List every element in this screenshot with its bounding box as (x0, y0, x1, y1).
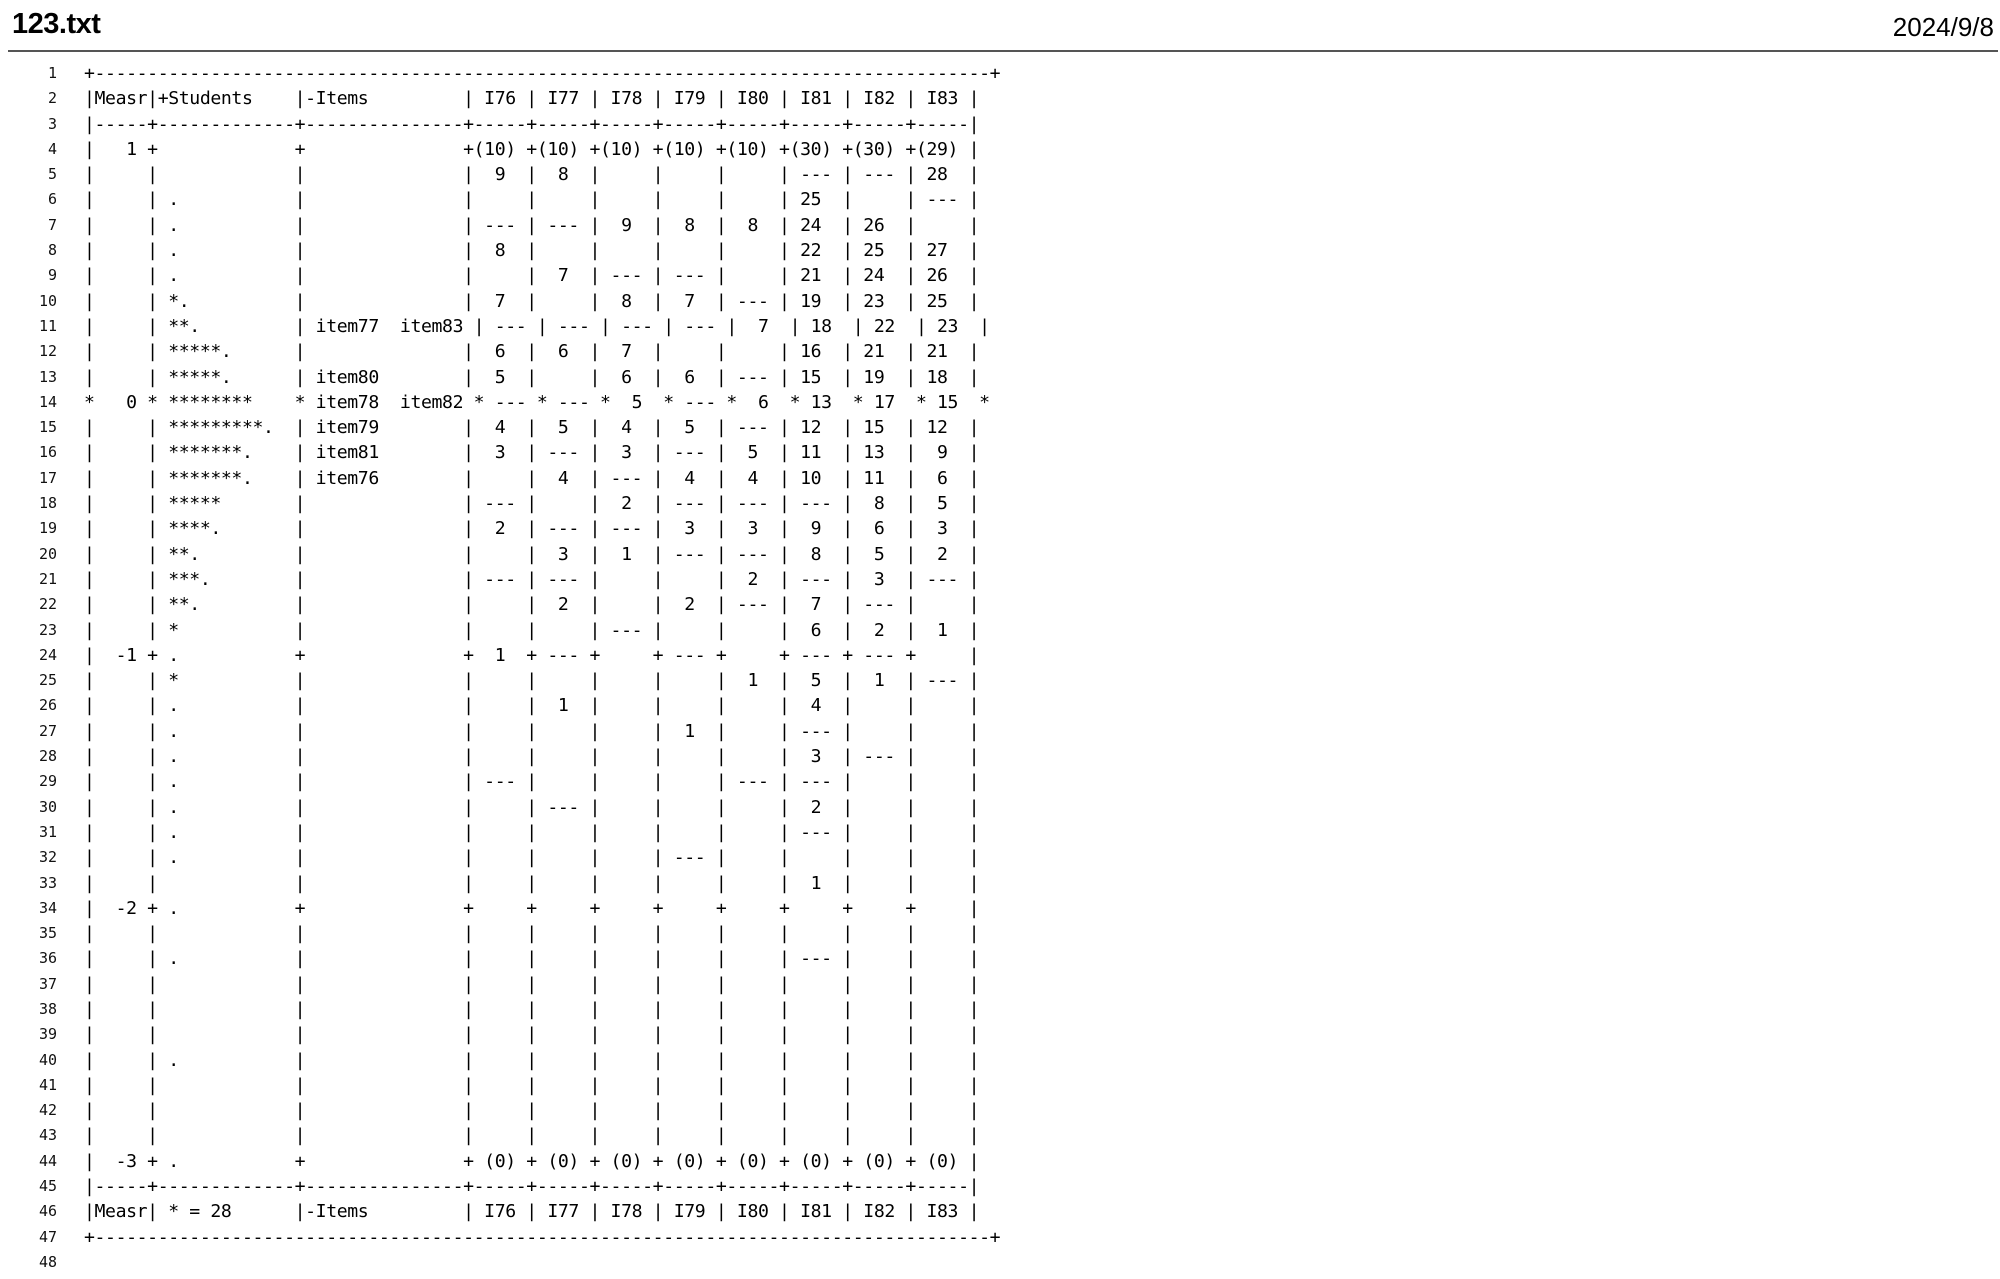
line-text: | | . | | | | | | | | | | (84, 1049, 980, 1071)
line-number: 31 (38, 822, 57, 841)
line-text: | | | | | | | | | | | | (84, 1024, 980, 1046)
line-text: | | | | | | | | | | | | (84, 923, 980, 945)
line-number: 28 (38, 747, 57, 766)
text-line (0, 1250, 1100, 1275)
line-number: 14 (38, 392, 57, 411)
line-text: |Measr|+Students |-Items | I76 | I77 | I78 | I79 | I80 | I81 | I82 | I83 | (84, 88, 980, 110)
line-text: | | . | | | | | 1 | | --- | | | (84, 720, 980, 742)
line-number: 18 (38, 494, 57, 513)
text-line (0, 516, 1100, 541)
line-number: 19 (38, 519, 57, 538)
text-line (0, 213, 1100, 238)
line-text: | | | | | | | | | | | | (84, 1125, 980, 1147)
text-line (0, 415, 1100, 440)
line-number: 43 (38, 1126, 57, 1145)
text-line (0, 946, 1100, 971)
line-number: 16 (38, 443, 57, 462)
line-text: | | *******. | item81 | 3 | --- | 3 | --- | 5 | 11 | 13 | 9 | (84, 442, 980, 464)
line-text: | | **. | | | 2 | | 2 | --- | 7 | --- | | (84, 594, 980, 616)
line-text: | | . | | | | | --- | | | | | (84, 847, 980, 869)
text-line (0, 187, 1100, 212)
line-text: | | *. | | 7 | | 8 | 7 | --- | 19 | 23 | 25 | (84, 290, 980, 312)
line-text: | | ****. | | 2 | --- | --- | 3 | 3 | 9 | 6 | 3 | (84, 518, 980, 540)
line-number: 10 (38, 291, 57, 310)
line-number: 22 (38, 595, 57, 614)
text-line (0, 112, 1100, 137)
line-number: 11 (38, 316, 57, 335)
line-text: | -3 + . + + (0) + (0) + (0) + (0) + (0) + (0) + (0) + (0) | (84, 1150, 980, 1172)
line-text: | | . | | | 1 | | | | 4 | | | (84, 695, 980, 717)
text-line (0, 1174, 1100, 1199)
line-text: | | . | | | | | | | --- | | | (84, 948, 980, 970)
text-line (0, 1225, 1100, 1250)
text-line (0, 618, 1100, 643)
line-text: | | | | | | | | | 1 | | | (84, 872, 980, 894)
line-number: 2 (47, 89, 57, 108)
line-text: | | | | | | | | | | | | (84, 1100, 980, 1122)
line-text: | | **. | | | 3 | 1 | --- | --- | 8 | 5 | 2 | (84, 543, 980, 565)
line-text: | | *****. | item80 | 5 | | 6 | 6 | --- | 15 | 19 | 18 | (84, 366, 980, 388)
line-number: 17 (38, 468, 57, 487)
line-text: | | | | | | | | | | | | (84, 998, 980, 1020)
text-line (0, 896, 1100, 921)
line-number: 34 (38, 898, 57, 917)
line-number: 27 (38, 721, 57, 740)
line-number: 3 (47, 114, 57, 133)
text-line (0, 1098, 1100, 1123)
text-line (0, 238, 1100, 263)
line-number: 35 (38, 924, 57, 943)
text-line (0, 997, 1100, 1022)
line-number: 21 (38, 569, 57, 588)
line-number: 1 (47, 64, 57, 82)
line-text: | | *********. | item79 | 4 | 5 | 4 | 5 | --- | 12 | 15 | 12 | (84, 417, 980, 439)
line-text: | | ***** | | --- | | 2 | --- | --- | --- | 8 | 5 | (84, 493, 980, 515)
line-text: | | . | | --- | --- | 9 | 8 | 8 | 24 | 26 | | (84, 214, 980, 236)
line-number: 26 (38, 696, 57, 715)
line-text: | | * | | | | | | 1 | 5 | 1 | --- | (84, 670, 980, 692)
text-line (0, 643, 1100, 668)
text-line (0, 86, 1100, 111)
line-number: 24 (38, 645, 57, 664)
file-title: 123.txt (12, 8, 101, 40)
line-text: |Measr| * = 28 |-Items | I76 | I77 | I78 | I79 | I80 | I81 | I82 | I83 | (84, 1201, 980, 1223)
line-text: | | . | | | | | | | 25 | | --- | (84, 189, 980, 211)
line-number: 44 (38, 1151, 57, 1170)
line-number: 29 (38, 772, 57, 791)
line-number: 12 (38, 342, 57, 361)
line-text: | -1 + . + + 1 + --- + + --- + + --- + --- + | (84, 644, 980, 666)
line-number: 30 (38, 797, 57, 816)
text-line (0, 567, 1100, 592)
text-line (0, 162, 1100, 187)
text-line (0, 440, 1100, 465)
line-number: 9 (47, 266, 57, 285)
line-number: 25 (38, 671, 57, 690)
text-line (0, 390, 1100, 415)
text-line (0, 744, 1100, 769)
text-line (0, 1022, 1100, 1047)
line-number: 7 (47, 215, 57, 234)
text-line (0, 1199, 1100, 1224)
text-line (0, 719, 1100, 744)
line-text: | | | | | | | | | | | | (84, 973, 980, 995)
line-text: +-------------------------------------------------------------------------------------+ (84, 1226, 1001, 1248)
text-line (0, 1073, 1100, 1098)
line-number: 36 (38, 949, 57, 968)
line-number: 32 (38, 848, 57, 867)
line-number: 41 (38, 1075, 57, 1094)
text-line (0, 820, 1100, 845)
text-line (0, 972, 1100, 997)
text-line (0, 1048, 1100, 1073)
line-text: +-------------------------------------------------------------------------------------+ (84, 63, 1001, 84)
line-number: 39 (38, 1025, 57, 1044)
text-line (0, 339, 1100, 364)
text-listing (0, 61, 1100, 1275)
line-text: | | . | | --- | | | | --- | --- | | | (84, 771, 980, 793)
line-number: 45 (38, 1177, 57, 1196)
text-line (0, 466, 1100, 491)
line-number: 13 (38, 367, 57, 386)
line-text: | | ***. | | --- | --- | | | 2 | --- | 3 | --- | (84, 568, 980, 590)
text-line (0, 491, 1100, 516)
text-line (0, 1123, 1100, 1148)
line-text: | -2 + . + + + + + + + + + | (84, 897, 980, 919)
line-text: | | . | | | | | | | 3 | --- | | (84, 746, 980, 768)
line-number: 4 (47, 139, 57, 158)
document-header (8, 0, 1998, 52)
text-line (0, 542, 1100, 567)
file-date: 2024/9/8 (1892, 12, 1994, 42)
line-number: 42 (38, 1101, 57, 1120)
line-text: | | * | | | | --- | | | 6 | 2 | 1 | (84, 619, 980, 641)
text-line (0, 61, 1100, 86)
line-text: | | . | | | --- | | | | 2 | | | (84, 796, 980, 818)
line-number: 38 (38, 999, 57, 1018)
line-text: * 0 * ******** * item78 item82 * --- * --- * 5 * --- * 6 * 13 * 17 * 15 * (84, 391, 990, 413)
text-line (0, 137, 1100, 162)
text-line (0, 795, 1100, 820)
line-number: 48 (38, 1252, 57, 1271)
line-text: | | . | | | 7 | --- | --- | | 21 | 24 | 26 | (84, 265, 980, 287)
line-number: 15 (38, 418, 57, 437)
line-number: 47 (38, 1227, 57, 1246)
line-text: | 1 + + +(10) +(10) +(10) +(10) +(10) +(30) +(30) +(29) | (84, 138, 980, 160)
text-line (0, 845, 1100, 870)
text-line (0, 921, 1100, 946)
line-text: | | **. | item77 item83 | --- | --- | --- | --- | 7 | 18 | 22 | 23 | (84, 315, 990, 337)
line-text: |-----+-------------+---------------+-----+-----+-----+-----+-----+-----+-----+-----| (84, 1176, 980, 1198)
line-text: | | | | | | | | | | | | (84, 1074, 980, 1096)
line-number: 6 (47, 190, 57, 209)
line-number: 23 (38, 620, 57, 639)
text-line (0, 592, 1100, 617)
line-number: 20 (38, 544, 57, 563)
line-text: | | . | | | | | | | --- | | | (84, 821, 980, 843)
text-line (0, 365, 1100, 390)
text-line (0, 1149, 1100, 1174)
line-text: |-----+-------------+---------------+-----+-----+-----+-----+-----+-----+-----+-----| (84, 113, 980, 135)
line-text: | | *******. | item76 | | 4 | --- | 4 | 4 | 10 | 11 | 6 | (84, 467, 980, 489)
text-line (0, 693, 1100, 718)
line-text: | | | | 9 | 8 | | | | --- | --- | 28 | (84, 164, 980, 186)
line-number: 5 (47, 165, 57, 184)
line-text: | | *****. | | 6 | 6 | 7 | | | 16 | 21 | 21 | (84, 341, 980, 363)
line-number: 46 (38, 1202, 57, 1221)
line-number: 37 (38, 974, 57, 993)
line-number: 40 (38, 1050, 57, 1069)
line-number: 33 (38, 873, 57, 892)
text-line (0, 314, 1100, 339)
text-line (0, 769, 1100, 794)
text-line (0, 263, 1100, 288)
text-line (0, 289, 1100, 314)
text-line (0, 668, 1100, 693)
line-number: 8 (47, 241, 57, 260)
text-line (0, 871, 1100, 896)
line-text: | | . | | 8 | | | | | 22 | 25 | 27 | (84, 240, 980, 262)
